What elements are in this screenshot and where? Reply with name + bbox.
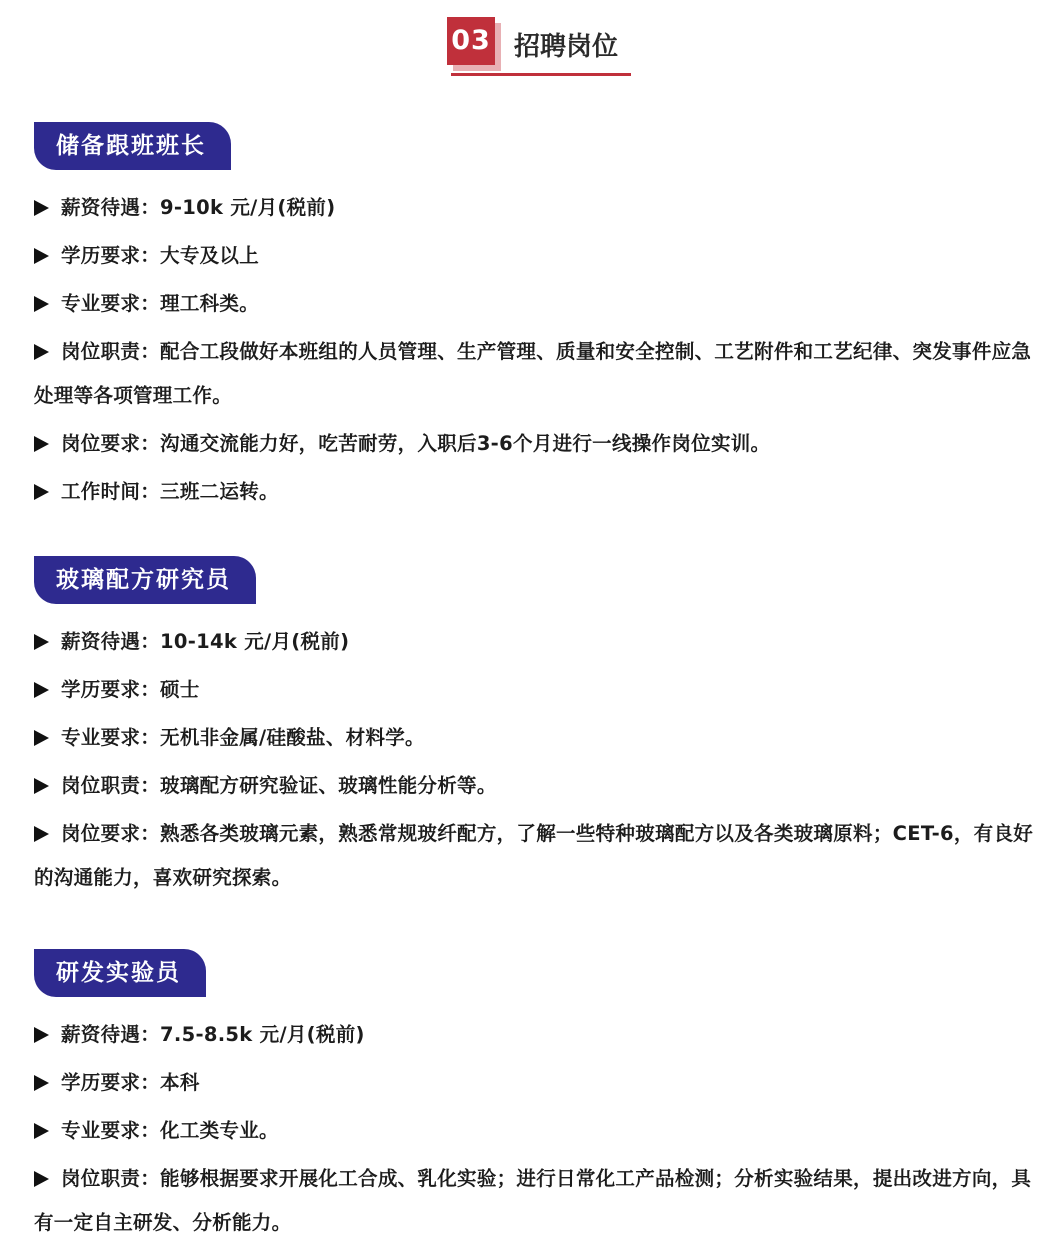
section-underline (451, 73, 631, 76)
list-item (34, 764, 1048, 808)
list-item (34, 422, 1048, 466)
item-label: 工作时间： (61, 480, 161, 503)
triangle-right-icon (34, 1123, 49, 1139)
triangle-right-icon (34, 344, 49, 360)
item-label: 薪资待遇： (61, 1023, 161, 1046)
triangle-right-icon (34, 682, 49, 698)
list-item (34, 330, 1048, 418)
list-item (34, 186, 1048, 230)
item-value: 本科 (160, 1071, 200, 1094)
triangle-right-icon (34, 248, 49, 264)
item-value: 化工类专业。 (160, 1119, 279, 1142)
list-item (34, 1157, 1048, 1245)
item-value: 大专及以上 (160, 244, 260, 267)
job-block-shift-leader (34, 122, 1048, 514)
item-label: 岗位要求： (61, 822, 161, 845)
item-label: 专业要求： (61, 726, 161, 749)
list-item (34, 1109, 1048, 1153)
job-block-rd-lab-technician (34, 949, 1048, 1245)
triangle-right-icon (34, 778, 49, 794)
item-label: 岗位职责： (61, 340, 161, 363)
list-item (34, 1061, 1048, 1105)
list-item (34, 812, 1048, 900)
item-label: 专业要求： (61, 292, 161, 315)
list-item (34, 282, 1048, 326)
list-item (34, 716, 1048, 760)
item-value: 熟悉各类玻璃元素，熟悉常规玻纤配方，了解一些特种玻璃配方以及各类玻璃原料；CET-6，有良好的沟通能力，喜欢研究探索。 (34, 822, 1034, 889)
item-value: 玻璃配方研究验证、玻璃性能分析等。 (160, 774, 497, 797)
job-requirements-list (34, 186, 1048, 514)
list-item (34, 1013, 1048, 1057)
item-value: 10-14k 元/月(税前) (160, 630, 350, 653)
job-title-badge: 研发实验员 (34, 949, 206, 997)
job-title-badge: 玻璃配方研究员 (34, 556, 256, 604)
item-label: 岗位要求： (61, 432, 161, 455)
item-value: 7.5-8.5k 元/月(税前) (160, 1023, 365, 1046)
triangle-right-icon (34, 296, 49, 312)
triangle-right-icon (34, 634, 49, 650)
section-header (447, 17, 633, 79)
triangle-right-icon (34, 730, 49, 746)
job-requirements-list (34, 1013, 1048, 1245)
list-item (34, 620, 1048, 664)
item-value: 无机非金属/硅酸盐、材料学。 (160, 726, 425, 749)
item-label: 薪资待遇： (61, 196, 161, 219)
item-label: 学历要求： (61, 244, 161, 267)
item-value: 9-10k 元/月(税前) (160, 196, 336, 219)
item-value: 硕士 (160, 678, 200, 701)
triangle-right-icon (34, 200, 49, 216)
item-value: 能够根据要求开展化工合成、乳化实验；进行日常化工产品检测；分析实验结果，提出改进方向，具有一定自主研发、分析能力。 (34, 1167, 1032, 1234)
list-item (34, 234, 1048, 278)
item-label: 岗位职责： (61, 1167, 161, 1190)
triangle-right-icon (34, 1171, 49, 1187)
list-item (34, 668, 1048, 712)
section-title: 招聘岗位 (514, 32, 619, 62)
item-label: 专业要求： (61, 1119, 161, 1142)
job-requirements-list (34, 620, 1048, 900)
section-number-badge: 03 (447, 17, 495, 65)
item-label: 学历要求： (61, 1071, 161, 1094)
job-block-glass-researcher (34, 556, 1048, 900)
triangle-right-icon (34, 436, 49, 452)
item-label: 薪资待遇： (61, 630, 161, 653)
item-value: 配合工段做好本班组的人员管理、生产管理、质量和安全控制、工艺附件和工艺纪律、突发事件应急处理等各项管理工作。 (34, 340, 1032, 407)
item-value: 三班二运转。 (160, 480, 279, 503)
triangle-right-icon (34, 826, 49, 842)
triangle-right-icon (34, 1075, 49, 1091)
item-value: 沟通交流能力好，吃苦耐劳，入职后3-6个月进行一线操作岗位实训。 (160, 432, 771, 455)
item-label: 学历要求： (61, 678, 161, 701)
job-title-badge: 储备跟班班长 (34, 122, 231, 170)
triangle-right-icon (34, 1027, 49, 1043)
triangle-right-icon (34, 484, 49, 500)
list-item (34, 470, 1048, 514)
item-value: 理工科类。 (160, 292, 260, 315)
item-label: 岗位职责： (61, 774, 161, 797)
